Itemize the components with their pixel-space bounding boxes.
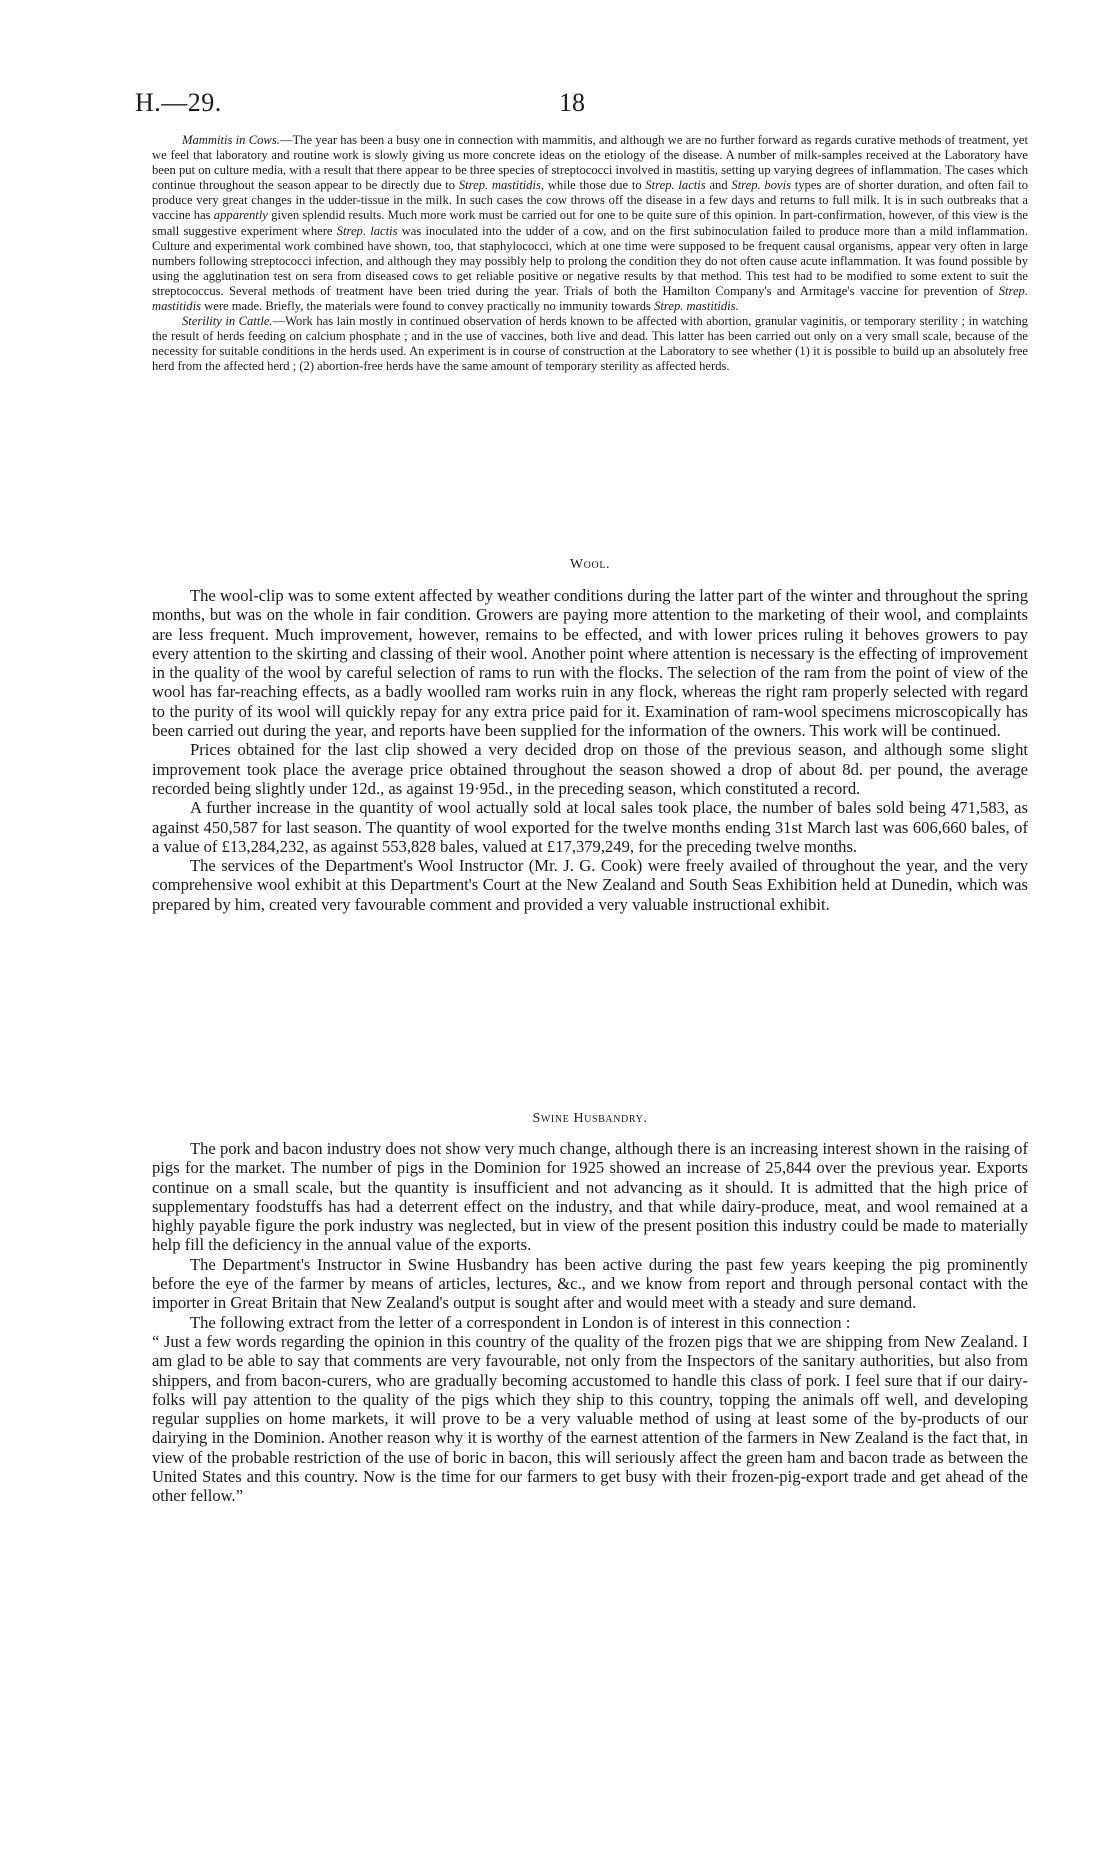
run-in-heading-sterility: Sterility in Cattle. xyxy=(182,314,273,329)
species-name: Strep. lactis xyxy=(645,178,706,193)
text-run: were made. Briefly, the materials were found to convey practically no immunity towards xyxy=(201,299,655,314)
text-run: , while those due to xyxy=(540,178,646,193)
paragraph: The following extract from the letter of a correspondent in London is of interest in this connection : xyxy=(190,1312,851,1332)
species-name: Strep. mastitidis xyxy=(152,283,1028,314)
quoted-letter: “ Just a few words regarding the opinion in this country of the quality of the frozen pigs that we are shipping from New Zealand. I am glad to be able to say that comments are very favourable, not only from the Inspectors of the sanitary authorities, but also from shippers, and from bacon-curers, who are gradually becoming accustomed to handle this class of pork. I feel sure that if our dairy-folks will pay attention to the quality of the pigs which they ship to this country, topping the animals off well, and developing regular supplies on home markets, it will prove to be a very valuable method of using at least some of the by-products of our dairying in the Dominion. Another reason why it is worthy of the earnest attention of the farmers in New Zealand is the fact that, in view of the probable restriction of the use of boric in bacon, this will seriously affect the green ham and bacon trade as between the United States and this country. Now is the time for our farmers to get busy with their frozen-pig-export trade and get ahead of the other fellow.” xyxy=(152,1331,1028,1506)
paragraph: The services of the Department's Wool Instructor (Mr. J. G. Cook) were freely availed of throughout the year, and the very comprehensive wool exhibit at this Department's Court at the New Zealand and South Seas Exhibition held at Dunedin, which was prepared by him, created very favourable comment and provided a very valuable instructional exhibit. xyxy=(152,856,1028,914)
species-name: Strep. mastitidis. xyxy=(654,299,739,314)
text-run: —The year has been a busy one in connection with mammitis, and although we are no further forward as regards curative methods of treatment, yet we feel that laboratory and routine work is slowly giving us more concrete ideas on the etiology of the disease. A number of milk-samples received at the Laboratory have been put on culture media, with a result that there appear to be three species of streptococci involved in mastitis, setting up varying degrees of inflammation. The cases which continue throughout the season appear to be directly due to xyxy=(152,133,1028,193)
series-number: H.—29. xyxy=(135,88,222,117)
paragraph: A further increase in the quantity of wool actually sold at local sales took place, the number of bales sold being 471,583, as against 450,587 for last season. The quantity of wool exported for the twelve months ending 31st March last was 606,660 bales, of a value of £13,284,232, as against 553,828 bales, valued at £17,379,249, for the preceding twelve months. xyxy=(152,798,1028,856)
species-name: Strep. mastitidis xyxy=(458,178,541,193)
paragraph-mammitis xyxy=(152,133,1028,314)
run-in-heading-mammitis: Mammitis in Cows. xyxy=(182,133,280,147)
paragraph: The wool-clip was to some extent affected by weather conditions during the latter part of the winter and throughout the spring months, but was on the whole in fair condition. Growers are paying more attention to the marketing of their wool, and complaints are less frequent. Much improvement, however, remains to be effected, and with lower prices ruling it behoves growers to pay every attention to the skirting and classing of their wool. Another point where attention is necessary is the effecting of improvement in the quality of the wool by careful selection of rams to run with the flocks. The selection of the ram from the point of view of the wool has far-reaching effects, as a badly woolled ram works ruin in any flock, whereas the right ram properly selected with regard to the purity of its wool will quickly repay for any extra price paid for it. Examination of ram-wool specimens microscopically has been carried out during the year, and reports have been supplied for the information of the owners. This work will be continued. xyxy=(152,586,1028,741)
species-name: Strep. lactis xyxy=(336,223,398,238)
paragraph: The pork and bacon industry does not show very much change, although there is an increasing interest shown in the raising of pigs for the market. The number of pigs in the Dominion for 1925 showed an increase of 25,844 over the previous year. Exports continue on a small scale, but the quantity is insufficient and not advancing as it should. It is admitted that the high price of supplementary foodstuffs has had a deterrent effect on the industry, and that while dairy-produce, meat, and wool remained at a highly payable figure the pork industry was neglected, but in view of the present position this industry could be made to materially help fill the deficiency in the annual value of the exports. xyxy=(152,1139,1028,1255)
section-small-print xyxy=(152,133,1028,375)
heading-swine-husbandry: Swine Husbandry. xyxy=(532,1111,648,1126)
text-run: given splendid results. Much more work must be carried out for one to be quite sure of this opinion. In part-confirmation, however, of this view is the small suggestive experiment where xyxy=(152,208,1028,238)
page-header xyxy=(135,88,1035,118)
paragraph-sterility xyxy=(152,314,1028,374)
paragraph: Prices obtained for the last clip showed a very decided drop on those of the previous season, and although some slight improvement took place the average price obtained throughout the season showed a drop of about 8d. per pound, the average recorded being slightly under 12d., as against 19·95d., in the preceding season, which constituted a record. xyxy=(152,740,1028,798)
text-run: was inoculated into the udder of a cow, and on the first subinoculation failed to produce more than a mild inflammation. Culture and experimental work combined have shown, too, that staphylococci, which at one time were supposed to be frequent causal organisms, appear very often in large numbers following streptococci infection, and although they may possibly help to prolong the condition they do not often cause acute inflammation. It was found possible by using the agglutination test on sera from diseased cows to get reliable positive or negative results by that method. This test had to be modified to some extent to suit the streptococcus. Several methods of treatment have been tried during the year. Trials of both the Hamilton Company's and Armitage's vaccine for prevention of xyxy=(152,223,1028,298)
page-number: 18 xyxy=(559,88,585,117)
emphasis: apparently xyxy=(213,208,268,223)
section-swine-husbandry xyxy=(152,1139,1028,1506)
heading-wool: Wool. xyxy=(569,557,611,572)
text-run: —Work has lain mostly in continued observation of herds known to be affected with abortion, granular vaginitis, or temporary sterility ; in watching the result of herds feeding on calcium phosphate ; and in the use of vaccines, both live and dead. This latter has been carried out only on a very small scale, because of the necessity for suitable conditions in the herds used. An experiment is in course of construction at the Laboratory to see whether (1) it is possible to build up an absolutely free herd from the affected herd ; (2) abortion-free herds have the same amount of temporary sterility as affected herds. xyxy=(152,314,1028,374)
text-run: and xyxy=(705,178,732,193)
paragraph: The Department's Instructor in Swine Husbandry has been active during the past few years keeping the pig prominently before the eye of the farmer by means of articles, lectures, &c., and we know from report and through personal contact with the importer in Great Britain that New Zealand's output is sought after and would meet with a steady and sure demand. xyxy=(152,1254,1028,1313)
text-run: types are of shorter duration, and often fail to produce very great changes in the udder-tissue in the milk. In such cases the cow throws off the disease in a few days and returns to full milk. It is in such outbreaks that a vaccine has xyxy=(152,178,1028,223)
species-name: Strep. bovis xyxy=(731,178,791,193)
section-wool xyxy=(152,586,1028,914)
